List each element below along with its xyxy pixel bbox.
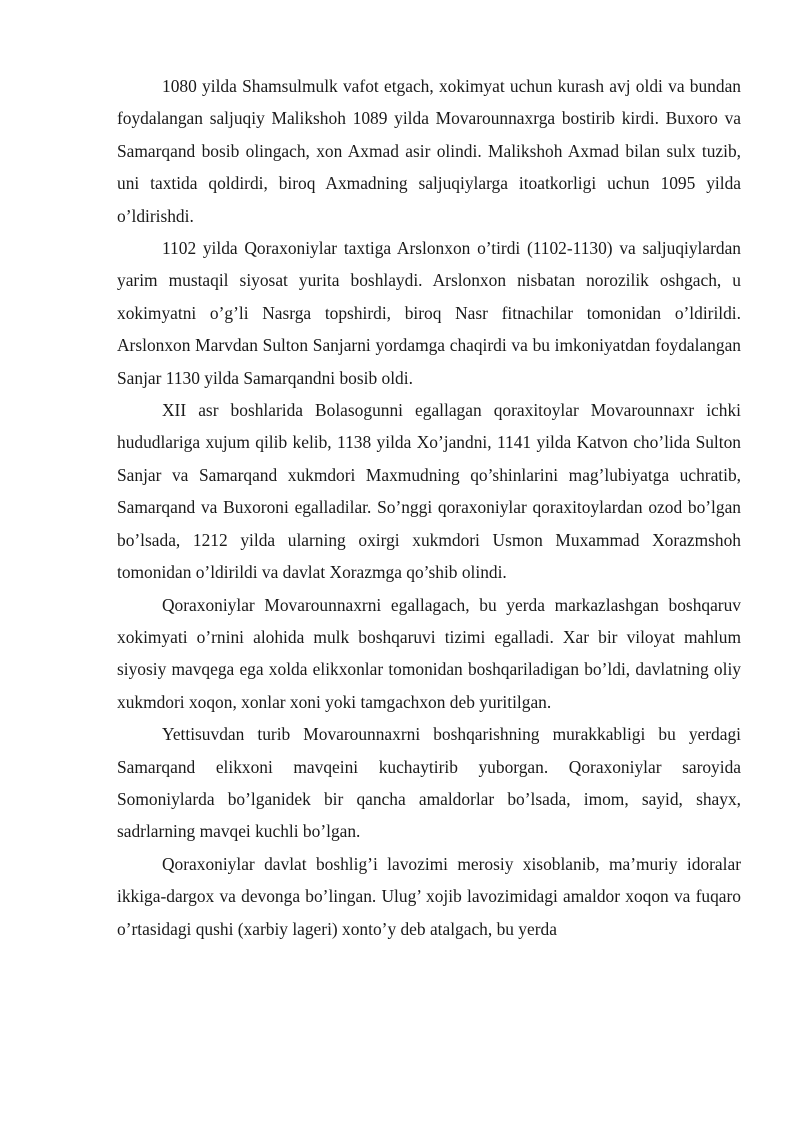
paragraph-2: 1102 yilda Qoraxoniylar taxtiga Arslonxon o’tirdi (1102-1130) va saljuqiylardan yarim mustaqil siyosat yurita boshlaydi. Arslonxon nisbatan norozilik oshgach, u xokimyatni o’g’li Nasrga topshirdi, biroq Nasr fitnachilar tomonidan o’ldirildi. Arslonxon Marvdan Sulton Sanjarni yordamga chaqirdi va bu imkoniyatdan foydalangan Sanjar 1130 yilda Samarqandni bosib oldi. (117, 238, 741, 388)
document-body (117, 70, 741, 945)
paragraph-6: Qoraxoniylar davlat boshlig’i lavozimi merosiy xisoblanib, ma’muriy idoralar ikkiga-dargox va devonga bo’lingan. Ulug’ xojib lavozimidagi amaldor xoqon va fuqaro o’rtasidagi qushi (xarbiy lageri) xonto’y deb atalgach, bu yerda (117, 853, 741, 939)
paragraph-3: XII asr boshlarida Bolasogunni egallagan qoraxitoylar Movarounnaxr ichki hududlariga xujum qilib kelib, 1138 yilda Xo’jandni, 1141 yilda Katvon cho’lida Sulton Sanjar va Samarqand xukmdori Maxmudning qo’shinlarini mag’lubiyatga uchratib, Samarqand va Buxoroni egalladilar. So’nggi qoraxoniylar qoraxitoylardan ozod bo’lgan bo’lsada, 1212 yilda ularning oxirgi xukmdori Usmon Muxammad Xorazmshoh tomonidan o’ldirildi va davlat Xorazmga qo’shib olindi. (117, 400, 741, 583)
paragraph-5: Yettisuvdan turib Movarounnaxrni boshqarishning murakkabligi bu yerdagi Samarqand elikxoni mavqeini kuchaytirib yuborgan. Qoraxoniylar saroyida Somoniylarda bo’lganidek bir qancha amaldorlar bo’lsada, imom, sayid, shayx, sadrlarning mavqei kuchli bo’lgan. (117, 724, 741, 842)
paragraph-4: Qoraxoniylar Movarounnaxrni egallagach, bu yerda markazlashgan boshqaruv xokimyati o’rnini alohida mulk boshqaruvi tizimi egalladi. Xar bir viloyat mahlum siyosiy mavqega ega xolda elikxonlar tomonidan boshqariladigan bo’ldi, davlatning oliy xukmdori xoqon, xonlar xoni yoki tamgachxon deb yuritilgan. (117, 594, 741, 712)
paragraph-1: 1080 yilda Shamsulmulk vafot etgach, xokimyat uchun kurash avj oldi va bundan foydalangan saljuqiy Malikshoh 1089 yilda Movarounnaxrga bostirib kirdi. Buxoro va Samarqand bosib olingach, xon Axmad asir olindi. Malikshoh Axmad bilan sulx tuzib, uni taxtida qoldirdi, biroq Axmadning saljuqiylarga itoatkorligi uchun 1095 yilda o’ldirishdi. (117, 76, 741, 226)
